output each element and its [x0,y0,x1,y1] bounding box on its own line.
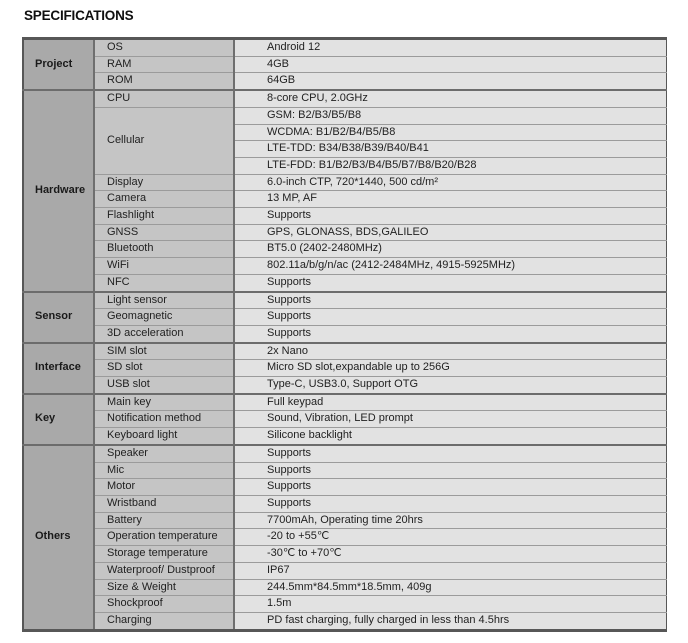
spec-value-cell: Supports [234,274,666,291]
spec-value-cell: Micro SD slot,expandable up to 256G [234,360,666,377]
table-row [23,546,666,563]
category-cell: Sensor [23,292,94,343]
table-row [23,208,666,225]
category-cell: Others [23,445,94,630]
spec-label-cell: Light sensor [94,292,234,309]
spec-label-cell: Cellular [94,107,234,174]
spec-value-cell: BT5.0 (2402-2480MHz) [234,241,666,258]
spec-label-cell: 3D acceleration [94,325,234,342]
table-row [23,325,666,342]
table-row [23,612,666,630]
table-row [23,394,666,411]
table-row [23,596,666,613]
table-row [23,343,666,360]
category-cell: Key [23,394,94,445]
spec-label-cell: Size & Weight [94,579,234,596]
table-row [23,562,666,579]
spec-label-cell: Keyboard light [94,428,234,445]
spec-value-cell: IP67 [234,562,666,579]
table-row [23,445,666,462]
page-title: SPECIFICATIONS [24,8,134,23]
spec-value-cell: 7700mAh, Operating time 20hrs [234,512,666,529]
spec-label-cell: Storage temperature [94,546,234,563]
spec-label-cell: Operation temperature [94,529,234,546]
table-row [23,411,666,428]
spec-label-cell: Mic [94,462,234,479]
table-row [23,56,666,73]
table-row [23,479,666,496]
spec-value-cell: 6.0-inch CTP, 720*1440, 500 cd/m² [234,174,666,191]
table-row [23,241,666,258]
table-row [23,579,666,596]
table-row [23,360,666,377]
spec-value-cell: Supports [234,292,666,309]
spec-label-cell: Waterproof/ Dustproof [94,562,234,579]
spec-value-cell: Supports [234,309,666,326]
table-row [23,495,666,512]
table-row [23,39,666,57]
spec-label-cell: ROM [94,73,234,90]
spec-label-cell: Notification method [94,411,234,428]
spec-label-cell: NFC [94,274,234,291]
table-row [23,377,666,394]
spec-label-cell: CPU [94,90,234,107]
spec-label-cell: WiFi [94,258,234,275]
spec-value-cell: 1.5m [234,596,666,613]
spec-value-cell: Supports [234,479,666,496]
spec-value-cell: 244.5mm*84.5mm*18.5mm, 409g [234,579,666,596]
spec-table [22,37,667,632]
table-row [23,462,666,479]
table-row [23,529,666,546]
spec-label-cell: Shockproof [94,596,234,613]
category-cell: Project [23,39,94,91]
spec-label-cell: Wristband [94,495,234,512]
spec-value-cell: -30℃ to +70℃ [234,546,666,563]
spec-value-cell: 802.11a/b/g/n/ac (2412-2484MHz, 4915-5925MHz) [234,258,666,275]
spec-label-cell: Charging [94,612,234,630]
spec-value-cell: WCDMA: B1/B2/B4/B5/B8 [234,124,666,141]
spec-label-cell: Flashlight [94,208,234,225]
spec-value-cell: -20 to +55℃ [234,529,666,546]
spec-label-cell: Display [94,174,234,191]
table-row [23,107,666,124]
table-row [23,191,666,208]
table-row [23,174,666,191]
spec-value-cell: 2x Nano [234,343,666,360]
table-row [23,258,666,275]
spec-label-cell: OS [94,39,234,57]
spec-value-cell: LTE-TDD: B34/B38/B39/B40/B41 [234,141,666,158]
spec-value-cell: PD fast charging, fully charged in less than 4.5hrs [234,612,666,630]
table-row [23,292,666,309]
table-row [23,224,666,241]
spec-value-cell: 8-core CPU, 2.0GHz [234,90,666,107]
spec-label-cell: Camera [94,191,234,208]
spec-value-cell: 64GB [234,73,666,90]
spec-label-cell: SD slot [94,360,234,377]
table-row [23,309,666,326]
spec-value-cell: Supports [234,208,666,225]
spec-label-cell: RAM [94,56,234,73]
spec-value-cell: GPS, GLONASS, BDS,GALILEO [234,224,666,241]
spec-label-cell: Geomagnetic [94,309,234,326]
spec-value-cell: Silicone backlight [234,428,666,445]
table-row [23,428,666,445]
spec-value-cell: GSM: B2/B3/B5/B8 [234,107,666,124]
spec-label-cell: Main key [94,394,234,411]
spec-value-cell: Supports [234,462,666,479]
spec-value-cell: Supports [234,445,666,462]
spec-value-cell: Supports [234,495,666,512]
spec-value-cell: Type-C, USB3.0, Support OTG [234,377,666,394]
table-row [23,274,666,291]
spec-label-cell: USB slot [94,377,234,394]
table-row [23,512,666,529]
spec-value-cell: Android 12 [234,39,666,57]
spec-label-cell: Motor [94,479,234,496]
spec-value-cell: Sound, Vibration, LED prompt [234,411,666,428]
spec-label-cell: SIM slot [94,343,234,360]
spec-label-cell: GNSS [94,224,234,241]
spec-value-cell: LTE-FDD: B1/B2/B3/B4/B5/B7/B8/B20/B28 [234,157,666,174]
spec-label-cell: Bluetooth [94,241,234,258]
spec-value-cell: Full keypad [234,394,666,411]
spec-label-cell: Speaker [94,445,234,462]
table-row [23,90,666,107]
spec-label-cell: Battery [94,512,234,529]
spec-value-cell: Supports [234,325,666,342]
category-cell: Interface [23,343,94,394]
table-row [23,73,666,90]
category-cell: Hardware [23,90,94,291]
spec-value-cell: 13 MP, AF [234,191,666,208]
spec-value-cell: 4GB [234,56,666,73]
